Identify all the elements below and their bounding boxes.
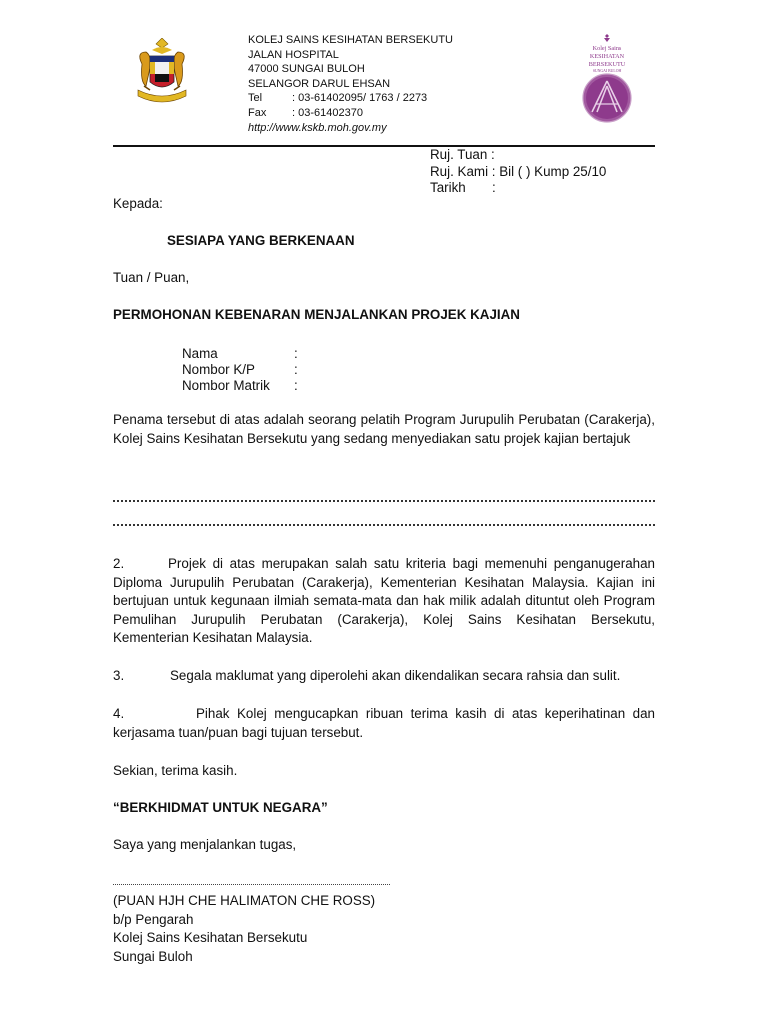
paragraph-number: 4.: [113, 706, 125, 721]
fax-value: : 03-61402370: [292, 106, 363, 119]
field-nombor-matrik: [182, 378, 298, 394]
signatory-name: (PUAN HJH CHE HALIMATON CHE ROSS): [113, 893, 376, 908]
fax-label: Fax: [248, 106, 267, 119]
field-sep: :: [294, 346, 298, 361]
signatory-place: Sungai Buloh: [113, 948, 193, 964]
motto: “BERKHIDMAT UNTUK NEGARA”: [113, 800, 328, 815]
paragraph-text: Segala maklumat yang diperolehi akan dikendalikan secara rahsia dan sulit.: [170, 668, 621, 683]
tel-label: Tel: [248, 92, 263, 105]
closing: Sekian, terima kasih.: [113, 763, 238, 778]
kepada: Kepada:: [113, 196, 163, 211]
address-line-2: 47000 SUNGAI BULOH: [248, 63, 365, 76]
website-link[interactable]: http://www.kskb.moh.gov.my: [248, 121, 387, 134]
subject-heading: PERMOHONAN KEBENARAN MENJALANKAN PROJEK KAJIAN: [113, 307, 520, 322]
logo-text-3: BERSEKUTU: [588, 61, 626, 68]
coat-of-arms-logo: [132, 38, 192, 110]
logo-text-2: KESIHATAN: [589, 53, 625, 60]
sign-intro: Saya yang menjalankan tugas,: [113, 837, 297, 852]
address-line-3: SELANGOR DARUL EHSAN: [248, 77, 391, 90]
paragraph-number: 2.: [113, 556, 125, 571]
tel-row: [248, 91, 453, 106]
logo-text-1: Kolej Sains: [592, 45, 622, 52]
tel-value: : 03-61402095/ 1763 / 2273: [292, 92, 428, 105]
recipient: SESIAPA YANG BERKENAAN: [167, 233, 355, 248]
tarikh-label: Tarikh: [430, 180, 466, 195]
field-label: Nama: [182, 346, 218, 361]
logo-text-4: SUNGAI BULOH: [592, 69, 622, 73]
letterhead: [248, 33, 453, 135]
paragraph-4: [113, 705, 655, 742]
org-name: KOLEJ SAINS KESIHATAN BERSEKUTU: [248, 34, 453, 46]
signatory-role: b/p Pengarah: [113, 911, 194, 927]
title-blank-line-2: [113, 518, 655, 526]
field-sep: :: [294, 378, 298, 393]
signatory-block: [113, 892, 375, 966]
signatory-org: Kolej Sains Kesihatan Bersekutu: [113, 930, 308, 946]
reference-block: [430, 147, 606, 197]
paragraph-text: Pihak Kolej mengucapkan ribuan terima kasih di atas keperihatinan dan kerjasama tuan/puan bagi tujuan tersebut.: [113, 706, 655, 740]
address-line-1: JALAN HOSPITAL: [248, 48, 339, 61]
fax-row: [248, 106, 453, 121]
salutation: Tuan / Puan,: [113, 270, 190, 285]
paragraph-1: Penama tersebut di atas adalah seorang pelatih Program Jurupulih Perubatan (Carakerja), Kolej Sains Kesihatan Bersekutu yang sedang menyediakan satu projek kajian bertajuk: [113, 412, 655, 446]
college-logo: [580, 34, 634, 126]
field-label: Nombor K/P: [182, 362, 255, 377]
ruj-kami: Ruj. Kami : Bil ( ) Kump 25/10: [430, 163, 607, 179]
field-nama: [182, 346, 298, 362]
field-label: Nombor Matrik: [182, 378, 270, 393]
ruj-tuan: Ruj. Tuan :: [430, 147, 495, 162]
field-sep: :: [294, 362, 298, 377]
tarikh-row: [430, 180, 606, 197]
title-blank-line-1: [113, 494, 655, 502]
paragraph-number: 3.: [113, 668, 125, 683]
field-nombor-kp: [182, 362, 298, 378]
paragraph-3: [113, 667, 655, 686]
signature-line: [113, 880, 390, 885]
tarikh-value: :: [492, 180, 496, 195]
paragraph-text: Projek di atas merupakan salah satu kriteria bagi memenuhi penganugerahan Diploma Jurupulih Perubatan (Carakerja), Kementerian Kesihatan Malaysia. Kajian ini bertujuan untuk kegunaan ilmiah semata-mata dan hak milik adalah dituntut oleh Program Pemulihan Jurupulih Perubatan (Carakerja), Kolej Sains Kesihatan Bersekutu, Kementerian Kesihatan Malaysia.: [113, 556, 655, 646]
paragraph-2: [113, 555, 655, 648]
student-fields: [182, 346, 298, 394]
